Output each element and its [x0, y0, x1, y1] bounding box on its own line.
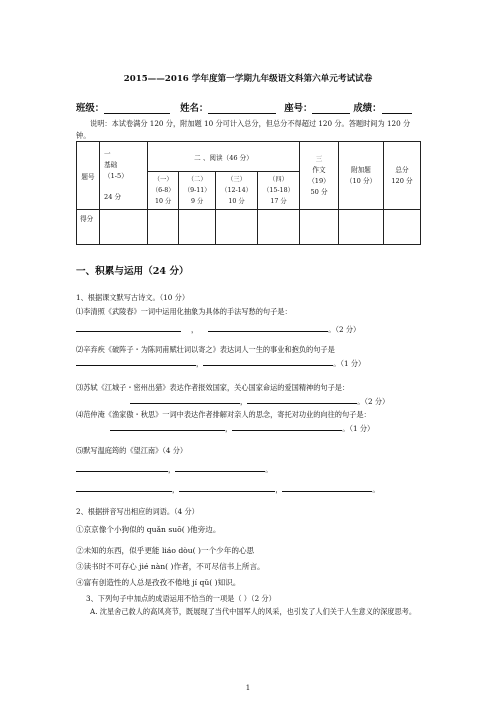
score-input-3[interactable]	[179, 210, 216, 245]
part-one-cell	[100, 142, 148, 210]
comma: ，	[225, 424, 233, 433]
comma: ，	[275, 485, 283, 494]
points: 。（1 分）	[342, 424, 375, 433]
question-1-5: ⑸默写温庭筠的《望江南》（4 分）	[76, 446, 188, 455]
defen-cell: 得分	[77, 210, 100, 245]
question-1: 1、根据课文默写古诗文。（10 分）	[76, 293, 190, 302]
sub-part-2	[179, 172, 216, 210]
part-two-header: 二 、阅读（46 分）	[148, 142, 300, 172]
sub-part-3	[216, 172, 258, 210]
question-2: 2、根据拼音写出相应的词语。（4 分）	[76, 507, 199, 516]
question-3-option-a: A. 沈星舍己救人的高风亮节，既展现了当代中国军人的风采，也引发了人们关于人生意义的深度思考。	[90, 607, 417, 616]
sub-part-1-range: （6-8）	[151, 187, 175, 194]
question-1-2: ⑵辛弃疾《破阵子・为陈同甫赋壮词以寄之》表达词人一生的事业和抱负的句子是	[76, 345, 335, 354]
sub-part-4	[258, 172, 300, 210]
period: 。	[265, 465, 273, 474]
sub-part-4-name: （四）	[269, 176, 288, 183]
student-info-row	[76, 100, 421, 114]
score-input-6[interactable]	[300, 210, 339, 245]
part-one-mark: 一	[104, 149, 111, 158]
period: 。	[372, 485, 380, 494]
extra-points: （10 分）	[345, 176, 377, 185]
question-1-4-answer	[110, 421, 420, 435]
score-label: 成绩：	[353, 103, 382, 114]
answer-blank[interactable]	[247, 394, 357, 404]
score-input-7[interactable]	[339, 210, 384, 245]
comma: ，	[168, 465, 176, 474]
tihao-cell: 题号	[77, 142, 100, 210]
points: 。（2 分）	[328, 325, 361, 334]
extra-cell	[339, 142, 384, 210]
question-1-2-answer	[76, 356, 421, 370]
comma: ，	[196, 359, 204, 368]
score-input-2[interactable]	[148, 210, 179, 245]
question-3: 3、下列句子中加点的成语运用不恰当的一项是（ ）（2 分）	[86, 594, 276, 603]
part-one-name: 基础	[104, 160, 118, 169]
sub-part-2-name: （二）	[187, 176, 207, 183]
part-three-cell	[300, 142, 339, 210]
sub-part-4-range: （15-18）	[263, 187, 294, 194]
question-1-4: ⑷范仲淹《渔家傲・秋思》一词中表达作者排解对亲人的思念，寄托对功业的向往的句子是：	[76, 410, 371, 419]
question-2-item-4: ④富有创造性的人总是孜孜不倦地 jí qǔ( )知识。	[76, 578, 241, 587]
extra-label: 附加题	[351, 165, 371, 174]
score-input-1[interactable]	[100, 210, 148, 245]
page-number: 1	[245, 684, 251, 692]
sub-part-4-points: 17 分	[270, 198, 287, 205]
name-label: 姓名：	[180, 103, 209, 114]
question-1-3: ⑶苏轼《江城子・密州出猎》表达作者报效国家，关心国家命运的爱国精神的句子是：	[76, 383, 350, 392]
sub-part-1	[148, 172, 179, 210]
part-three-points: 50 分	[310, 187, 328, 196]
answer-blank[interactable]	[208, 322, 328, 332]
question-1-3-answer	[130, 394, 420, 408]
question-1-5-line-1	[76, 462, 421, 476]
sub-part-3-name: （三）	[227, 176, 246, 183]
points: 。（2 分）	[357, 397, 390, 406]
seat-blank[interactable]	[312, 104, 350, 114]
answer-blank[interactable]	[130, 394, 240, 404]
question-1-1: ⑴李清照《武陵春》一词中运用化抽象为具体的手法写愁的句子是：	[76, 307, 292, 316]
total-cell	[384, 142, 421, 210]
score-table	[76, 141, 421, 245]
comma: ，	[172, 485, 180, 494]
total-points: 120 分	[391, 176, 413, 185]
question-1-1-answer	[76, 322, 421, 336]
part-three-name: 作文	[312, 165, 326, 174]
part-three-mark: 三	[315, 154, 323, 163]
score-input-5[interactable]	[258, 210, 300, 245]
answer-blank[interactable]	[76, 462, 168, 472]
points: 。（1 分）	[333, 359, 366, 368]
part-one-range: （1-5）	[104, 171, 128, 180]
sub-part-3-points: 10 分	[228, 198, 245, 205]
answer-blank[interactable]	[282, 482, 372, 492]
exam-instructions: 说明：本试卷满分 120 分，附加题 10 分可计入总分，但总分不得超过 120 分。答题时间为 120 分钟。	[76, 119, 411, 140]
part-three-range: （19）	[308, 176, 330, 185]
answer-blank[interactable]	[203, 356, 333, 366]
seat-label: 座号：	[284, 103, 313, 114]
question-2-item-3: ③读书时不可存心 jié nàn( )作者，不可尽信书上所言。	[76, 562, 265, 571]
sub-part-1-points: 10 分	[155, 198, 172, 205]
question-2-item-2: ②未知的东西，似乎更能 liáo dòu( )一个少年的心思	[76, 546, 255, 555]
sub-part-1-name: （一）	[153, 176, 173, 183]
sub-part-2-range: （9-11）	[183, 187, 211, 194]
answer-blank[interactable]	[76, 356, 196, 366]
name-blank[interactable]	[208, 104, 276, 114]
comma: ，	[191, 325, 199, 334]
sub-part-3-range: （12-14）	[221, 187, 252, 194]
score-input-4[interactable]	[216, 210, 258, 245]
question-2-item-1: ①京京像个小狗似的 quǎn suō( )他旁边。	[76, 525, 221, 534]
sub-part-2-points: 9 分	[191, 198, 204, 205]
section-heading: 一、积累与运用（24 分）	[76, 266, 189, 277]
answer-blank[interactable]	[179, 482, 275, 492]
comma: ，	[240, 397, 248, 406]
answer-blank[interactable]	[232, 421, 342, 431]
score-blank[interactable]	[382, 104, 412, 114]
answer-blank[interactable]	[175, 462, 265, 472]
part-one-points: 24 分	[104, 192, 122, 201]
total-label: 总分	[395, 165, 409, 174]
exam-title: 2015——2016 学年度第一学期九年级语文科第六单元考试试卷	[123, 74, 373, 84]
answer-blank[interactable]	[110, 421, 225, 431]
question-1-5-line-2	[76, 482, 421, 496]
class-label: 班级：	[76, 103, 105, 114]
answer-blank[interactable]	[76, 482, 172, 492]
class-blank[interactable]	[104, 104, 170, 114]
score-input-8[interactable]	[384, 210, 421, 245]
answer-blank[interactable]	[76, 322, 181, 332]
